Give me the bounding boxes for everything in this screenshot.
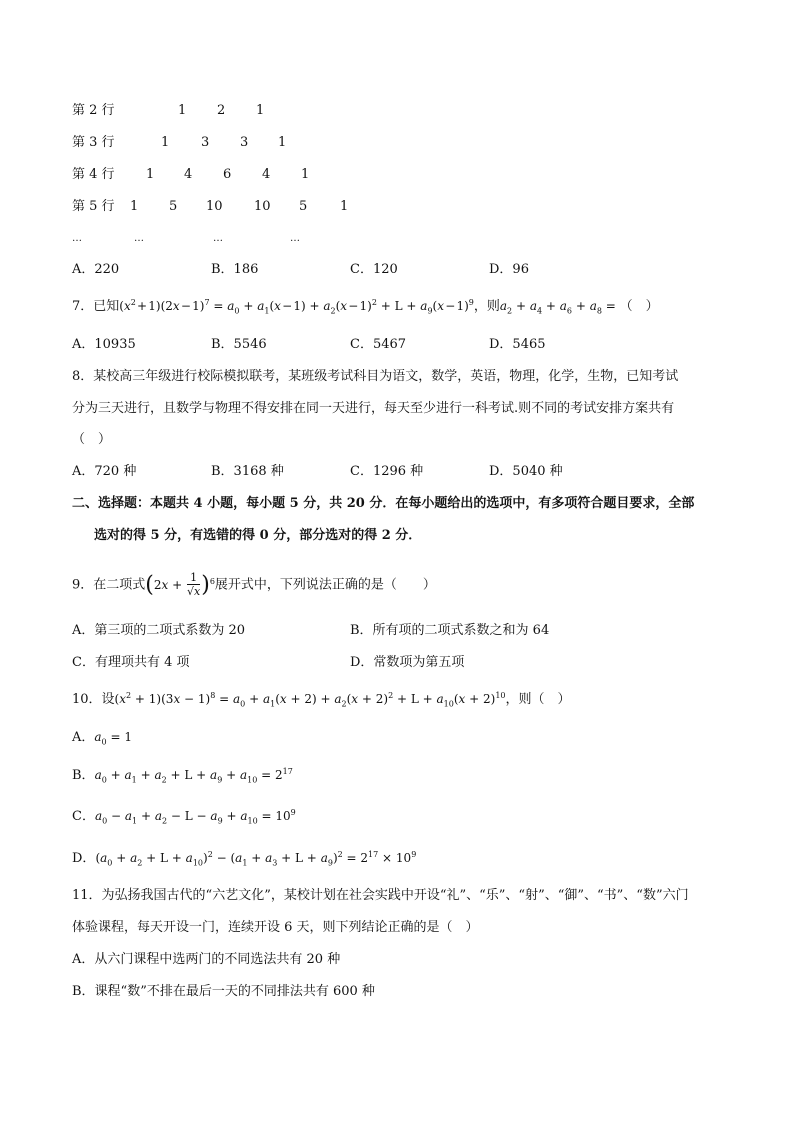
pascal-number: 2 — [217, 103, 226, 118]
option-c[interactable] — [72, 807, 296, 826]
pascal-number: 5 — [299, 199, 308, 214]
q9-options-row1 — [72, 622, 628, 640]
option-a[interactable]: A．从六门课程中选两门的不同选法共有 20 种 — [72, 952, 341, 967]
q7-formula: ($x^2$ + 1)(2x − $1)^7 = a_0 + a_1(x$ − $1) + a_2(x$ − $1)^2 + L + a_9(x$ − 1)$^9$ — [119, 298, 474, 316]
pascal-number: 1 — [340, 199, 349, 214]
pascal-number: 10 — [206, 199, 223, 214]
option-b[interactable]: B．186 — [211, 262, 259, 277]
section2-heading-line2: 选对的得 5 分，有选错的得 0 分，部分选对的得 2 分． — [94, 528, 422, 543]
q8-options — [72, 463, 628, 481]
ellipsis: … — [72, 233, 82, 244]
row-label: 第 5 行 — [72, 199, 115, 214]
row-label: 第 4 行 — [72, 167, 115, 182]
option-formula: $(a_0 + a_2 + L + a_{10})^2 - (a_1 + a_3 + L + a_9)^2 = 2^{17} \times 10^9$ — [95, 850, 417, 868]
pascal-number: 10 — [254, 199, 271, 214]
pascal-row-3 — [72, 134, 287, 152]
q7-target-formula: $a_2 + a_4 + a_6 + a_8$ = — [499, 299, 620, 316]
pascal-number: 3 — [240, 135, 249, 150]
row-label: 第 3 行 — [72, 135, 115, 150]
option-formula: $a_0 = 1$ — [94, 730, 132, 747]
pascal-row-5 — [72, 198, 349, 216]
pascal-number: 4 — [184, 167, 193, 182]
option-label: C． — [72, 809, 95, 824]
option-c[interactable]: C．1296 种 — [350, 464, 424, 479]
q7-stem — [72, 297, 659, 316]
pascal-number: 1 — [256, 103, 265, 118]
option-b[interactable]: B．课程“数”不排在最后一天的不同排法共有 600 种 — [72, 984, 375, 999]
option-c[interactable]: C．120 — [350, 262, 398, 277]
q11-stem-line2: 体验课程，每天开设一门，连续开设 6 天，则下列结论正确的是（ ） — [72, 920, 479, 935]
q8-stem-line3: （ ） — [72, 432, 112, 447]
answer-bracket: （ ） — [619, 299, 659, 314]
question-number: 10．设 — [72, 692, 115, 707]
pascal-number: 1 — [130, 199, 139, 214]
option-d[interactable]: D．常数项为第五项 — [350, 655, 465, 670]
row-label: 第 2 行 — [72, 103, 115, 118]
q9-options-row2 — [72, 654, 628, 672]
option-label: A． — [72, 730, 95, 745]
option-c[interactable]: C．5467 — [350, 337, 407, 352]
option-d[interactable] — [72, 849, 416, 868]
option-b[interactable]: B．所有项的二项式系数之和为 64 — [350, 623, 550, 638]
q10-suffix: ，则（ ） — [505, 692, 571, 707]
q7-options — [72, 336, 628, 354]
pascal-number: 3 — [201, 135, 210, 150]
option-d[interactable]: D．5465 — [489, 337, 546, 352]
pascal-row-2 — [72, 102, 265, 120]
option-a[interactable]: A．220 — [72, 262, 120, 277]
q9-stem — [72, 572, 436, 598]
pascal-number: 1 — [161, 135, 170, 150]
section2-heading-line1: 二、选择题：本题共 4 小题，每小题 5 分，共 20 分．在每小题给出的选项中，有多项符合题目要求，全部 — [72, 496, 695, 511]
option-formula: $a_0 - a_1 + a_2 - L - a_9 + a_{10} = 10^9$ — [94, 808, 296, 826]
pascal-number: 1 — [301, 167, 310, 182]
q9-suffix: 展开式中，下列说法正确的是（ ） — [214, 577, 436, 593]
q9-formula: (2x + $\frac{1}{√x}$ )$^6$ — [145, 571, 215, 598]
pascal-row-4 — [72, 166, 310, 184]
pascal-number: 6 — [223, 167, 232, 182]
option-b[interactable]: B．3168 种 — [211, 464, 284, 479]
option-label: B． — [72, 768, 95, 783]
pascal-number: 1 — [146, 167, 155, 182]
option-a[interactable]: A．10935 — [72, 337, 136, 352]
option-d[interactable]: D．96 — [489, 262, 529, 277]
option-formula: $a_0 + a_1 + a_2 + L + a_9 + a_{10} = 2^{17}$ — [94, 767, 293, 785]
option-a[interactable]: A．720 种 — [72, 464, 137, 479]
pascal-number: 5 — [169, 199, 178, 214]
option-a[interactable] — [72, 728, 132, 747]
ellipsis: … — [290, 233, 300, 244]
option-c[interactable]: C．有理项共有 4 项 — [72, 655, 190, 670]
option-b[interactable]: B．5546 — [211, 337, 267, 352]
q11-stem-line1: 11．为弘扬我国古代的“六艺文化”，某校计划在社会实践中开设“礼”、“乐”、“射”、“御”、“书”、“数”六门 — [72, 888, 689, 903]
q8-stem-line2: 分为三天进行，且数学与物理不得安排在同一天进行，每天至少进行一科考试.则不同的考试安排方案共有 — [72, 401, 675, 416]
option-d[interactable]: D．5040 种 — [489, 464, 563, 479]
q10-stem — [72, 690, 571, 709]
q6-options — [72, 261, 628, 279]
question-number: 9．在二项式 — [72, 577, 146, 593]
option-b[interactable] — [72, 766, 293, 785]
pascal-number: 4 — [262, 167, 271, 182]
q10-formula: $(x^2 + 1)(3x - 1)^8 = a_0 + a_1(x + 2) + a_2(x + 2)^2 + L + a_{10}(x + 2)^{10}$ — [114, 691, 506, 709]
option-a[interactable]: A．第三项的二项式系数为 20 — [72, 623, 246, 638]
q8-stem-line1: 8．某校高三年级进行校际模拟联考，某班级考试科目为语文，数学，英语，物理，化学，生物，已知考试 — [72, 369, 679, 384]
option-label: D． — [72, 851, 96, 866]
pascal-number: 1 — [278, 135, 287, 150]
ellipsis: … — [213, 233, 223, 244]
question-number: 7．已知 — [72, 299, 120, 314]
ellipsis: … — [134, 233, 144, 244]
q7-tail: ，则 — [473, 299, 500, 314]
pascal-number: 1 — [178, 103, 187, 118]
